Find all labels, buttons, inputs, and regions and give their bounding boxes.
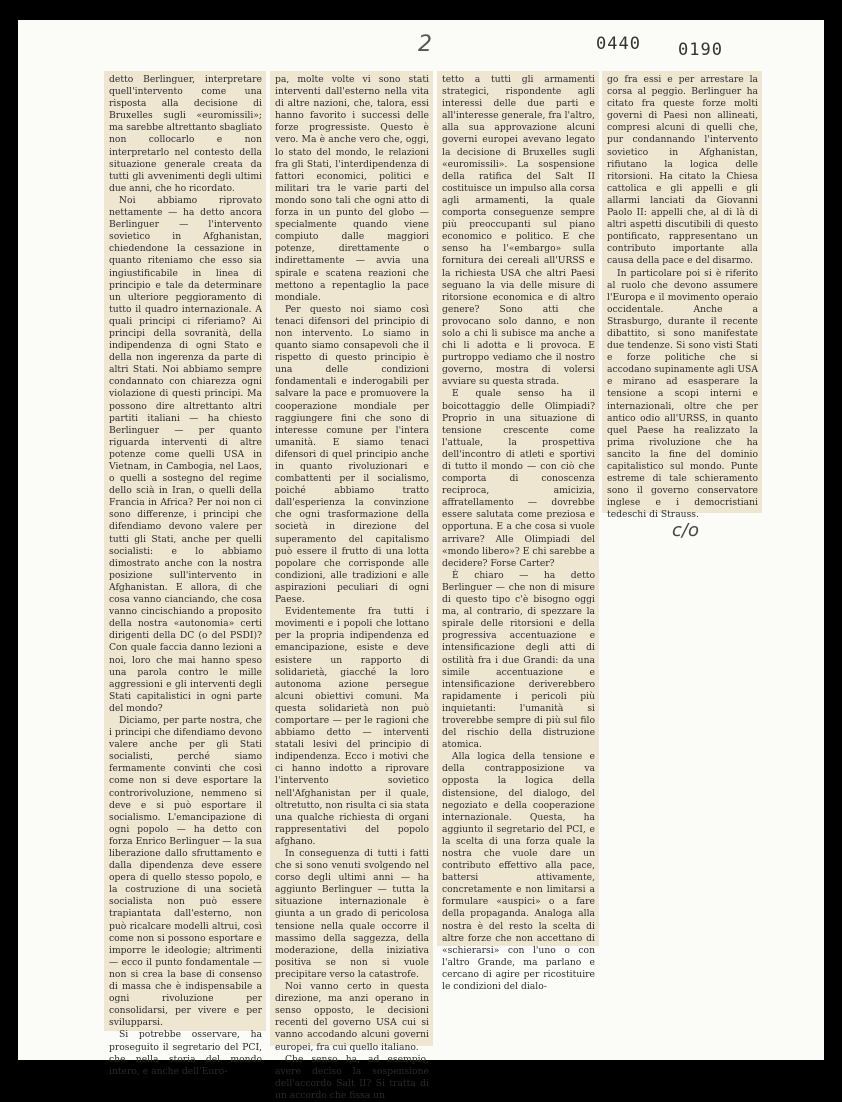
archive-stamp-right: 0190 bbox=[678, 40, 723, 60]
paragraph: pa, molte volte vi sono stati interventi dall'esterno nella vita di altre nazioni, che, talora, essi hanno favorito i successi delle forze progressiste. Questo è vero. Ma è anche vero che, oggi, lo stato del mondo, le relazioni fra gli Stati, l'interdipendenza di fattori economici, politici e militari tra le varie parti del mondo sono tali che ogni atto di forza in un punto del globo — specialmente quando viene compiuto dalle maggiori potenze, direttamente o indirettamente — avvia una spirale e scatena reazioni che mettono a repentaglio la pace mondiale. bbox=[275, 74, 429, 303]
paragraph: Si potrebbe osservare, ha proseguito il segretario del PCI, che nella storia del mondo intero, e anche dell'Euro- bbox=[109, 1029, 262, 1077]
paragraph: È chiaro — ha detto Berlinguer — che non di misure di questo tipo c'è bisogno oggi ma, al contrario, di spezzare la spirale delle ritorsioni e della progressiva accentuazione e intensificazione degli atti di ostilità fra i due Grandi: da una simile accentuazione e intensificazione deriverebbero rapidamente i pericoli più inquietanti: l'umanità si troverebbe sempre di più sul filo del rischio della distruzione atomica. bbox=[442, 569, 595, 751]
paragraph: go fra essi e per arrestare la corsa al peggio. Berlinguer ha citato fra queste forze molti governi di Paesi non allineati, compresi alcuni di quelli che, pur condannando l'intervento sovietico in Afghanistan, rifiutano la logica delle ritorsioni. Ha citato la Chiesa cattolica e gli appelli e gli allarmi lanciati da Giovanni Paolo II: appelli che, al di là di altri aspetti discutibili di questo pontificato, rappresentano un contributo importante alla causa della pace e del disarmo. bbox=[607, 74, 758, 267]
archive-stamp-left: 0440 bbox=[596, 34, 641, 54]
paragraph: E quale senso ha il boicottaggio delle Olimpiadi? Proprio in una situazione di tensione crescente come l'attuale, la prospettiva dell'incontro di atleti e sportivi di tutto il mondo — con ciò che comporta di conoscenza reciproca, amicizia, affratellamento — dovrebbe essere salutata come preziosa e opportuna. E a che cosa si vuole arrivare? Alle Olimpiadi del «mondo libero»? E chi sarebbe a decidere? Forse Carter? bbox=[442, 388, 595, 569]
paragraph: Diciamo, per parte nostra, che i principi che difendiamo devono valere anche per gli Stati socialisti, perché siamo fermamente convinti che così come non si deve esportare la controrivoluzione, nemmeno si deve e si può esportare il socialismo. L'emancipazione di ogni popolo — ha detto con forza Enrico Berlinguer — la sua liberazione dallo sfruttamento e dalla dipendenza deve essere opera di quello stesso popolo, e la costruzione di una società socialista non può essere trapiantata dall'esterno, non può ricalcare modelli altrui, così come non si possono esportare e imporre le ideologie; altrimenti — ecco il punto fondamentale — non si crea la base di consenso di massa che è indispensabile a ogni rivoluzione per consolidarsi, per vivere e per svilupparsi. bbox=[109, 714, 262, 1029]
clipping-column-2 bbox=[270, 71, 433, 1101]
paragraph: Alla logica della tensione e della contrapposizione va opposta la logica della distensione, del dialogo, del negoziato e della cooperazione internazionale. Questa, ha aggiunto il segretario del PCI, e la scelta di una forza quale la nostra che vuole dare un contributo effettivo alla pace, battersi attivamente, concretamente e non limitarsi a formulare «auspici» o a fare della propaganda. Analoga alla nostra è del resto la scelta di altre forze che non accettano di «schierarsi» con l'uno o con l'altro Grande, ma parlano e cercano di agire per ricostituire le condizioni del dialo- bbox=[442, 751, 595, 993]
paragraph: In conseguenza di tutti i fatti che si sono venuti svolgendo nel corso degli ultimi anni — ha aggiunto Berlinguer — tutta la situazione internazionale è giunta a un grado di pericolosa tensione nella quale occorre il massimo della saggezza, della moderazione, della iniziativa positiva se non si vuole precipitare verso la catastrofe. bbox=[275, 848, 429, 980]
paragraph: tetto a tutti gli armamenti strategici, rispondente agli interessi delle due parti e all'interesse generale, fra l'altro, alla sua approvazione alcuni governi europei avevano legato la decisione di Bruxelles sugli «euromissili». La sospensione della ratifica del Salt II costituisce un impulso alla corsa agli armamenti, la quale comporta conseguenze sempre più preoccupanti sul piano economico e politico. E che senso ha l'«embargo» sulla fornitura dei cereali all'URSS e la richiesta USA che altri Paesi seguano la via delle misure di ritorsione economica e di altro genere? Sono atti che provocano solo danno, e non solo a chi li subisce ma anche a chi li adotta e li provoca. E purtroppo vediamo che il nostro governo, mostra di volersi avviare su questa strada. bbox=[442, 74, 595, 388]
paragraph: Per questo noi siamo così tenaci difensori del principio di non intervento. Lo siamo in quanto siamo consapevoli che il rispetto di questo principio è una delle condizioni fondamentali e inderogabili per salvare la pace e promuovere la cooperazione mondiale per raggiungere fini che sono di interesse comune per l'intera umanità. E siamo tenaci difensori di quel principio anche in quanto rivoluzionari e combattenti per il socialismo, poiché abbiamo tratto dall'esperienza la convinzione che ogni trasformazione della società in direzione del superamento del capitalismo può essere il frutto di una lotta popolare che corrisponde alle condizioni, alle tradizioni e alle aspirazioni peculiari di ogni Paese. bbox=[275, 303, 429, 606]
paragraph: Che senso ha, ad esempio, avere deciso la sospensione dell'accordo Salt II? Si tratta di un accordo che fissa un bbox=[275, 1053, 429, 1101]
paragraph: Evidentemente fra tutti i movimenti e i popoli che lottano per la propria indipendenza ed emancipazione, esiste e deve esistere un rapporto di solidarietà, giacché la loro autonoma azione persegue alcuni obiettivi comuni. Ma questa solidarietà non può comportare — per le ragioni che abbiamo detto — interventi statali lesivi del principio di indipendenza. Ecco i motivi che ci hanno indotto a riprovare l'intervento sovietico nell'Afghanistan per il quale, oltretutto, non risulta ci sia stata una qualche richiesta di organi rappresentativi del popolo afghano. bbox=[275, 606, 429, 847]
paragraph: Noi vanno certo in questa direzione, ma anzi operano in senso opposto, le decisioni recenti del governo USA cui si vanno accodando alcuni governi europei, fra cui quello italiano. bbox=[275, 981, 429, 1053]
page-number-handwritten: 2 bbox=[418, 32, 432, 57]
paragraph: detto Berlinguer, interpretare quell'intervento come una risposta alla decisione di Bruxelles sugli «euromissili»; ma sarebbe altrettanto sbagliato non collocarlo e non interpretarlo nel contesto della situazione generale creata da tutti gli avvenimenti degli ultimi due anni, che ho ricordato. bbox=[109, 74, 262, 194]
paragraph: In particolare poi si è riferito al ruolo che devono assumere l'Europa e il movimento operaio occidentale. Anche a Strasburgo, durante il recente dibattito, si sono manifestate due tendenze. Si sono visti Stati e forze politiche che si accodano supinamente agli USA e mirano ad esasperare la tensione a scopi interni e internazionali, oltre che per antico odio all'URSS, in quanto quel Paese ha realizzato la prima rivoluzione che ha sancito la fine del dominio capitalistico sul mondo. Punte estreme di tale schieramento sono il governo conservatore inglese e i democristiani tedeschi di Strauss. bbox=[607, 267, 758, 521]
clipping-column-3 bbox=[437, 71, 599, 993]
clipping-column-4 bbox=[602, 71, 762, 521]
end-mark-handwritten: c/o bbox=[672, 520, 699, 541]
paragraph: Noi abbiamo riprovato nettamente — ha detto ancora Berlinguer — l'intervento sovietico in Afghanistan, chiedendone la cessazione in quanto riteniamo che esso sia ingiustificabile in linea di principio e tale da determinare un ulteriore peggioramento di tutto il quadro internazionale. A quali principi ci riferiamo? Ai principi della sovranità, della indipendenza di ogni Stato e della non ingerenza da parte di altri Stati. Noi abbiamo sempre condannato con chiarezza ogni violazione di questi principi. Ma possono dire altrettanto altri partiti italiani — ha chiesto Berlinguer — per quanto riguarda interventi di altre potenze come quelli USA in Vietnam, in Cambogia, nel Laos, o quelli a sostegno del regime dello scià in Iran, o quelli della Francia in Africa? Per noi non ci sono differenze, i principi che difendiamo devono valere per tutti gli Stati, anche per quelli socialisti: e lo abbiamo dimostrato anche con la nostra posizione sull'intervento in Afghanistan. E allora, di che cosa vanno cianciando, che cosa vanno cincischiando a proposito della nostra «autonomia» certi dirigenti della DC (o del PSDI)? Con quale faccia danno lezioni a noi, loro che mai hanno speso una parola contro le mille aggressioni e gli interventi degli Stati capitalistici in ogni parte del mondo? bbox=[109, 194, 262, 714]
clipping-column-1 bbox=[104, 71, 266, 1077]
